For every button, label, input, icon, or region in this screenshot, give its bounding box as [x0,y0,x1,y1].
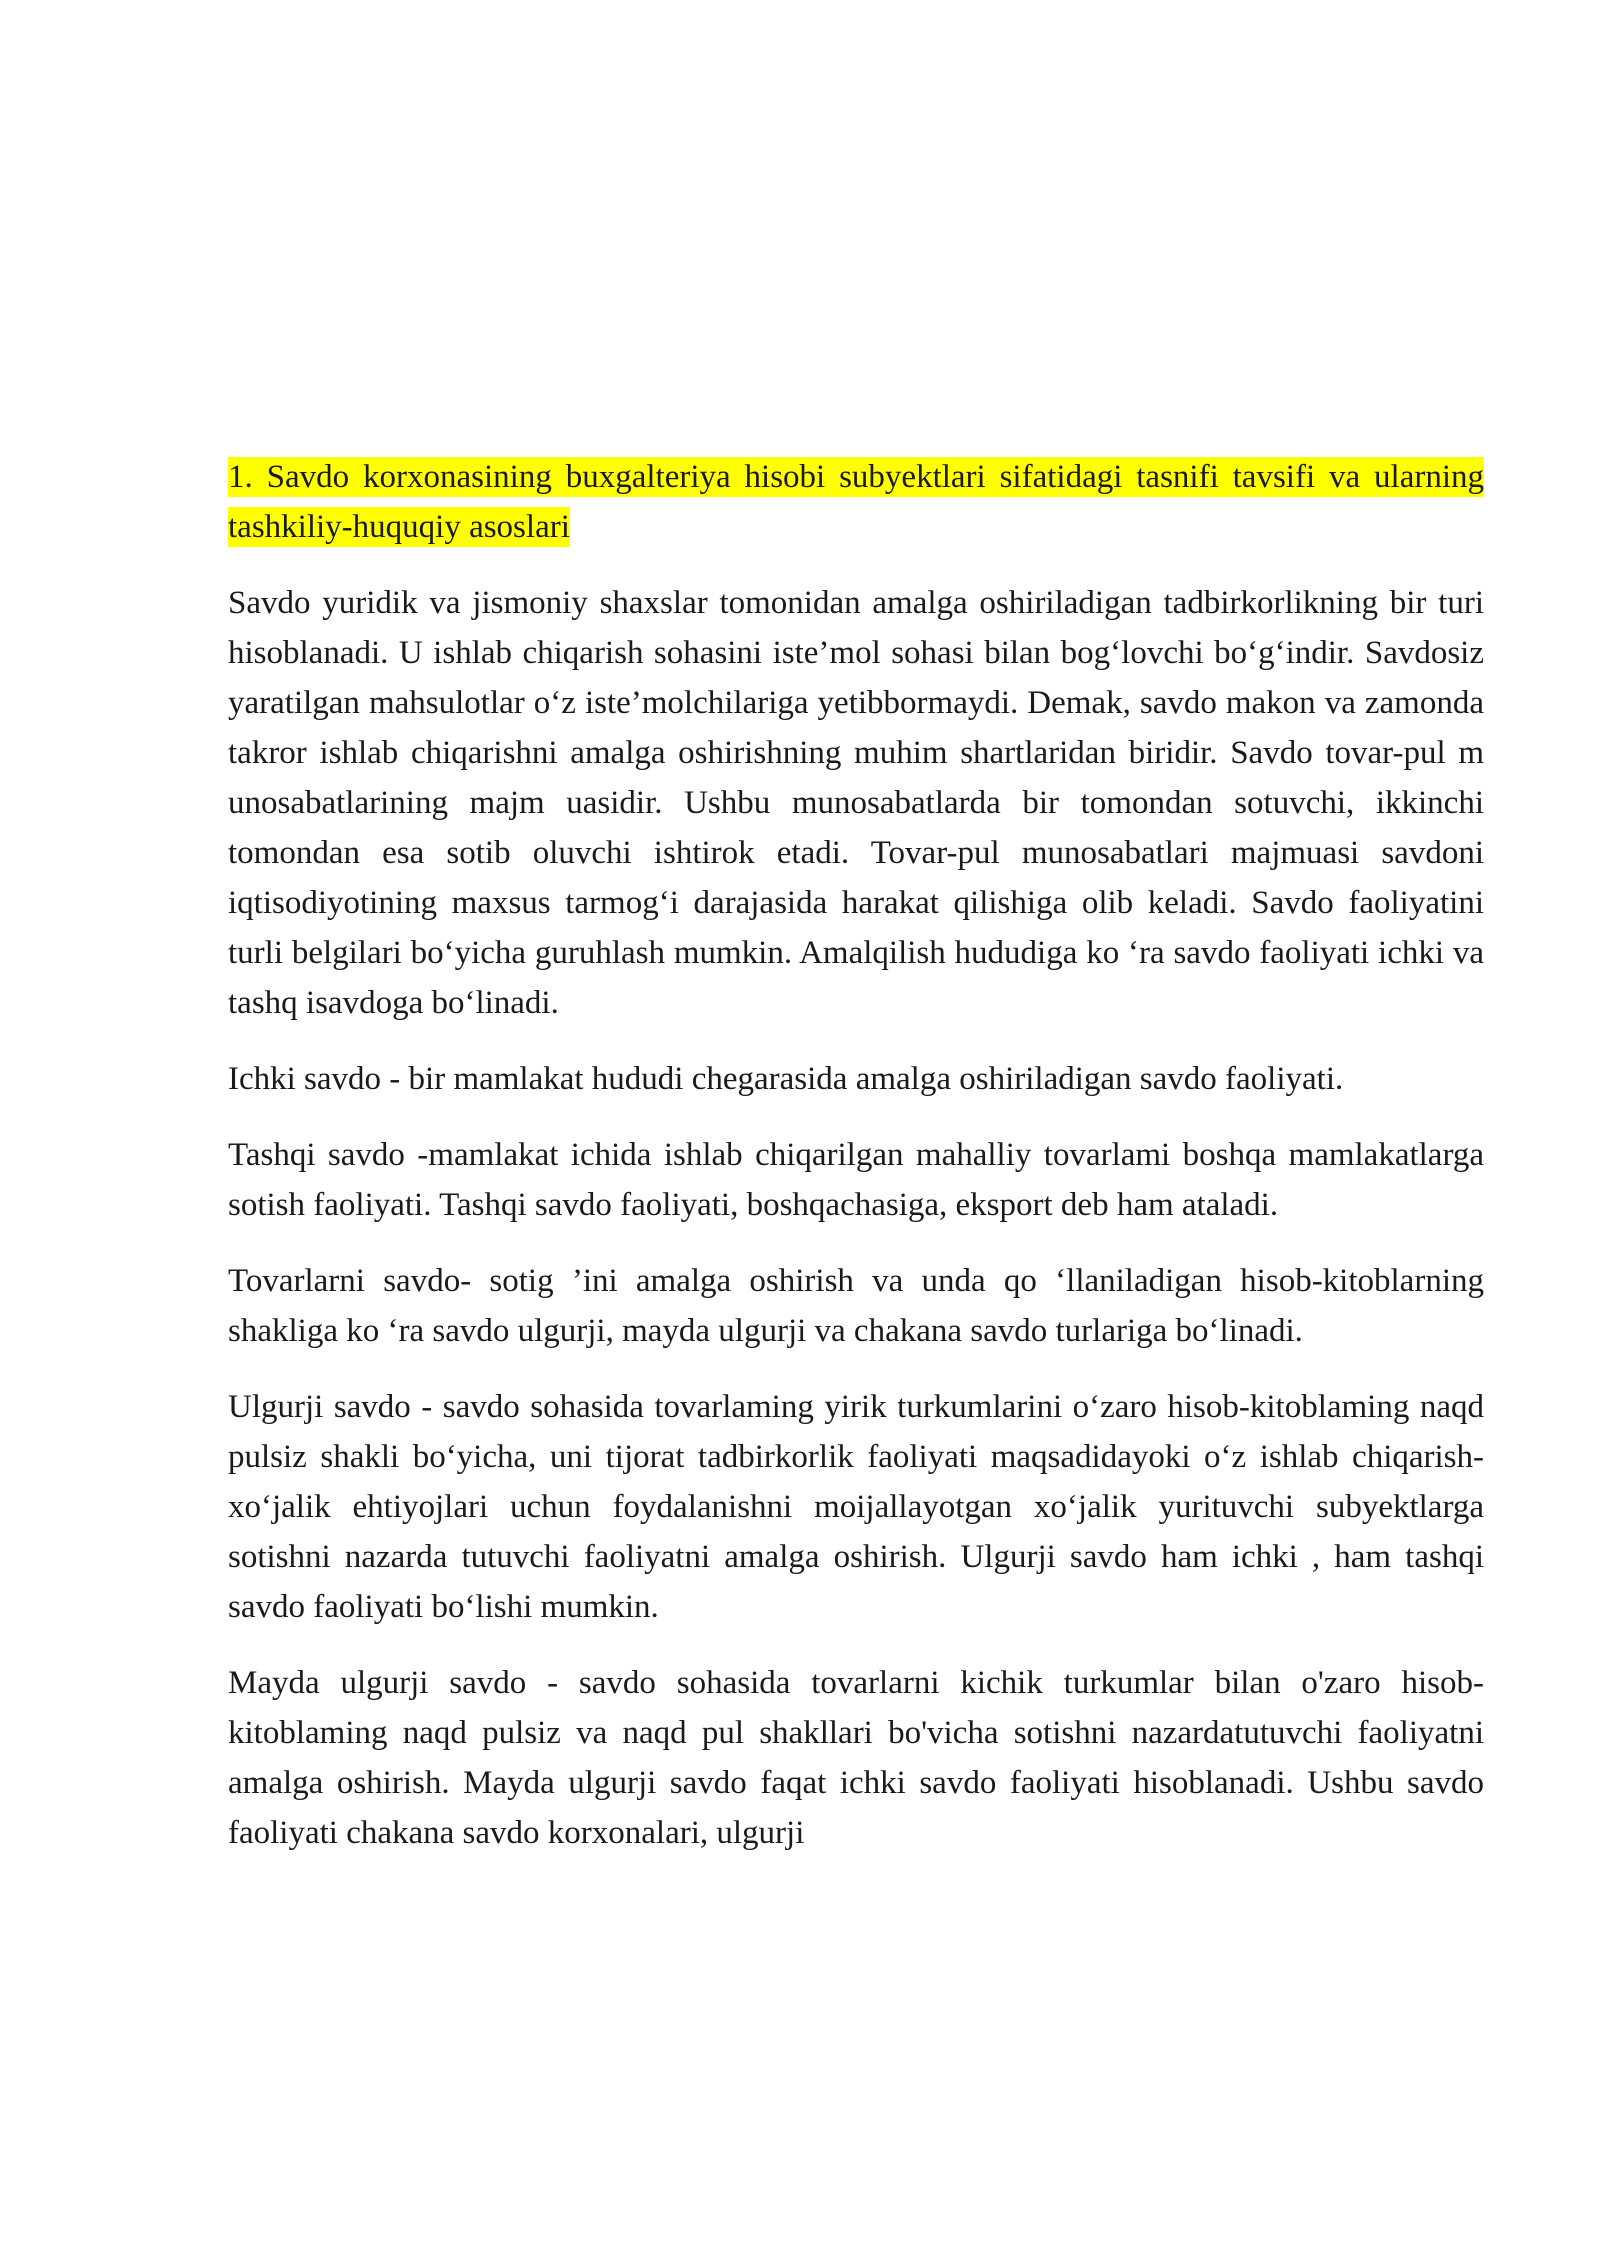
section-heading [228,452,1484,552]
paragraph-ulgurji-savdo: Ulgurji savdo - savdo sohasida tovarlaming yirik turkumlarini o‘zaro hisob-kitoblaming naqd pulsiz shakli bo‘yicha, uni tijorat tadbirkorlik faoliyati maqsadidayoki o‘z ishlab chiqarish-xo‘jalik ehtiyojlari uchun foydalanishni moijallayotgan xo‘jalik yurituvchi subyektlarga sotishni nazarda tutuvchi faoliyatni amalga oshirish. Ulgurji savdo ham ichki , ham tashqi savdo faoliyati bo‘lishi mumkin. [228,1389,1484,1625]
document-body [228,452,1484,1884]
paragraph-ichki-savdo: Ichki savdo - bir mamlakat hududi chegarasida amalga oshiriladigan savdo faoliyati. [228,1061,1344,1097]
highlighted-heading-text: 1. Savdo korxonasining buxgalteriya hisobi subyektlari sifatidagi tasnifi tavsifi va ularning tashkiliy-huquqiy asoslari [228,459,1484,545]
paragraph-savdo-turlari: Tovarlarni savdo- sotig ’ini amalga oshirish va unda qo ‘llaniladigan hisob-kitoblarning shakliga ko ‘ra savdo ulgurji, mayda ulgurji va chakana savdo turlariga bo‘linadi. [228,1263,1484,1349]
paragraph-mayda-ulgurji-savdo: Mayda ulgurji savdo - savdo sohasida tovarlarni kichik turkumlar bilan o'zaro hisob-kitoblaming naqd pulsiz va naqd pul shakllari bo'vicha sotishni nazardatutuvchi faoliyatni amalga oshirish. Mayda ulgurji savdo faqat ichki savdo faoliyati hisoblanadi. Ushbu savdo faoliyati chakana savdo korxonalari, ulgurji [228,1665,1484,1851]
paragraph-tashqi-savdo: Tashqi savdo -mamlakat ichida ishlab chiqarilgan mahalliy tovarlami boshqa mamlakatlarga sotish faoliyati. Tashqi savdo faoliyati, boshqachasiga, eksport deb ham ataladi. [228,1137,1484,1223]
paragraph-savdo-definition: Savdo yuridik va jismoniy shaxslar tomonidan amalga oshiriladigan tadbirkorlikning bir turi hisoblanadi. U ishlab chiqarish sohasini iste’mol sohasi bilan bog‘lovchi bo‘g‘indir. Savdosiz yaratilgan mahsulotlar o‘z iste’molchilariga yetibbormaydi. Demak, savdo makon va zamonda takror ishlab chiqarishni amalga oshirishning muhim shartlaridan biridir. Savdo tovar-pul m unosabatlarining majm uasidir. Ushbu munosabatlarda bir tomondan sotuvchi, ikkinchi tomondan esa sotib oluvchi ishtirok etadi. Tovar-pul munosabatlari majmuasi savdoni iqtisodiyotining maxsus tarmog‘i darajasida harakat qilishiga olib keladi. Savdo faoliyatini turli belgilari bo‘yicha guruhlash mumkin. Amalqilish hududiga ko ‘ra savdo faoliyati ichki va tashq isavdoga bo‘linadi. [228,585,1484,1021]
